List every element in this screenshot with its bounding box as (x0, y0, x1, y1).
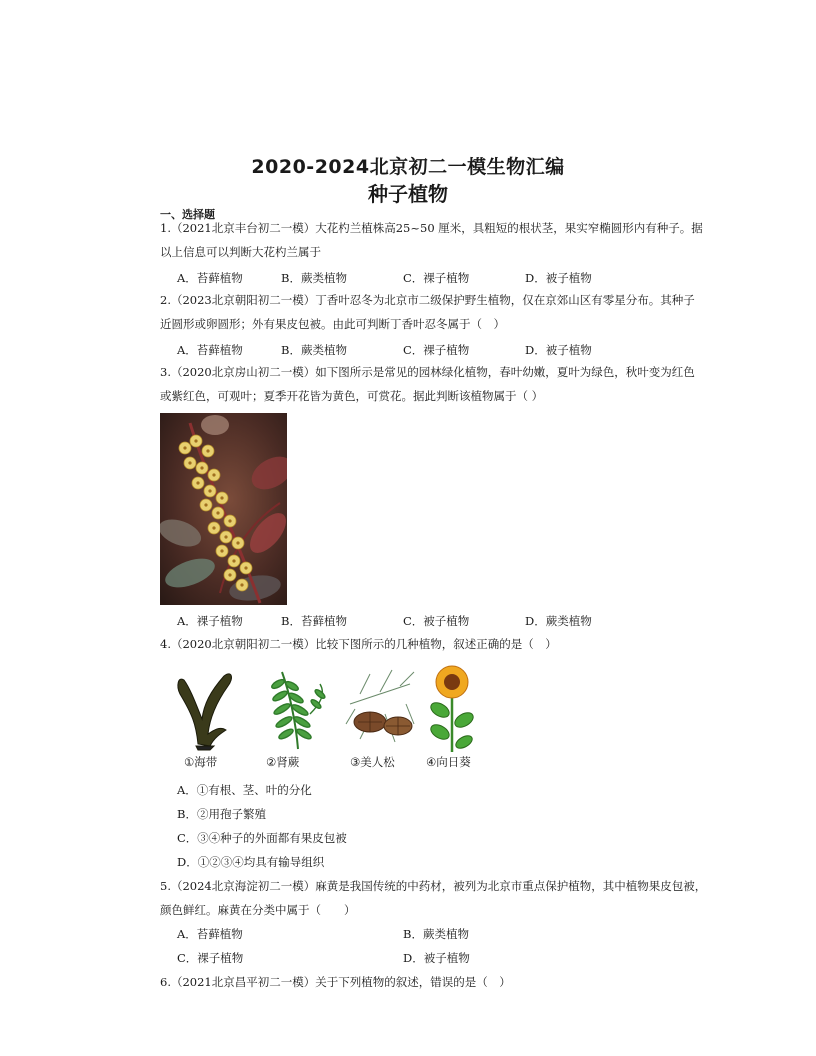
sunflower-icon (428, 666, 475, 752)
question-5-line-2: 颜色鲜红。麻黄在分类中属于（ ） (160, 903, 356, 917)
question-5-option-d: D．被子植物 (403, 951, 470, 965)
question-4-line-1: 4.（2020北京朝阳初二一模）比较下图所示的几种植物，叙述正确的是（ ） (160, 637, 557, 651)
question-3-line-1: 3.（2020北京房山初二一模）如下图所示是常见的园林绿化植物，春叶幼嫩，夏叶为绿色，秋叶变为红色 (160, 365, 695, 379)
option-b: B．苔藓植物 (281, 614, 347, 628)
plant-label-fern: ②肾蕨 (266, 755, 300, 769)
plant-illustrations (170, 664, 490, 754)
question-4-option-d: D．①②③④均具有输导组织 (177, 855, 325, 869)
option-a: A．苔藓植物 (177, 343, 243, 357)
barberry-flower-photo (160, 413, 287, 605)
question-2-options (177, 342, 737, 362)
question-6-line-1: 6.（2021北京昌平初二一模）关于下列植物的叙述，错误的是（ ） (160, 975, 511, 989)
question-2-line-2: 近圆形或卵圆形；外有果皮包被。由此可判断丁香叶忍冬属于（ ） (160, 317, 505, 331)
question-4-option-a: A．①有根、茎、叶的分化 (177, 783, 312, 797)
document-subtitle: 种子植物 (368, 182, 448, 206)
plant-label-kelp: ①海带 (184, 755, 218, 769)
option-a: A．苔藓植物 (177, 271, 243, 285)
question-3-options (177, 613, 737, 633)
question-2-line-1: 2.（2023北京朝阳初二一模）丁香叶忍冬为北京市二级保护野生植物，仅在京郊山区有零星分布。其种子 (160, 293, 695, 307)
option-a: A．裸子植物 (177, 614, 243, 628)
plant-label-pine: ③美人松 (350, 755, 395, 769)
option-c: C．裸子植物 (403, 271, 470, 285)
option-c: C．裸子植物 (403, 343, 470, 357)
plant-comparison-figure (170, 664, 490, 772)
question-1-line-2: 以上信息可以判断大花杓兰属于 (160, 245, 321, 259)
question-3-line-2: 或紫红色，可观叶；夏季开花皆为黄色，可赏花。据此判断该植物属于（ ） (160, 389, 544, 403)
option-d: D．被子植物 (525, 343, 592, 357)
plant-label-sunflower: ④向日葵 (426, 755, 471, 769)
option-d: D．蕨类植物 (525, 614, 592, 628)
question-4-option-b: B．②用孢子繁殖 (177, 807, 266, 821)
question-1-options (177, 270, 737, 290)
pine-icon (346, 670, 414, 742)
question-5-line-1: 5.（2024北京海淀初二一模）麻黄是我国传统的中药材，被列为北京市重点保护植物，其中植物果皮包被， (160, 879, 707, 893)
section-heading: 一、选择题 (160, 208, 215, 221)
document-title: 2020-2024北京初二一模生物汇编 (251, 156, 565, 178)
question-5-option-b: B．蕨类植物 (403, 927, 469, 941)
option-b: B．蕨类植物 (281, 343, 347, 357)
option-b: B．蕨类植物 (281, 271, 347, 285)
question-5-option-c: C．裸子植物 (177, 951, 244, 965)
option-c: C．被子植物 (403, 614, 470, 628)
kelp-icon (178, 674, 232, 750)
fern-icon (270, 672, 326, 749)
question-1-line-1: 1.（2021北京丰台初二一模）大花杓兰植株高25~50 厘米，具粗短的根状茎，果实窄椭圆形内有种子。据 (160, 221, 703, 235)
option-d: D．被子植物 (525, 271, 592, 285)
question-4-option-c: C．③④种子的外面都有果皮包被 (177, 831, 347, 845)
question-5-option-a: A．苔藓植物 (177, 927, 243, 941)
